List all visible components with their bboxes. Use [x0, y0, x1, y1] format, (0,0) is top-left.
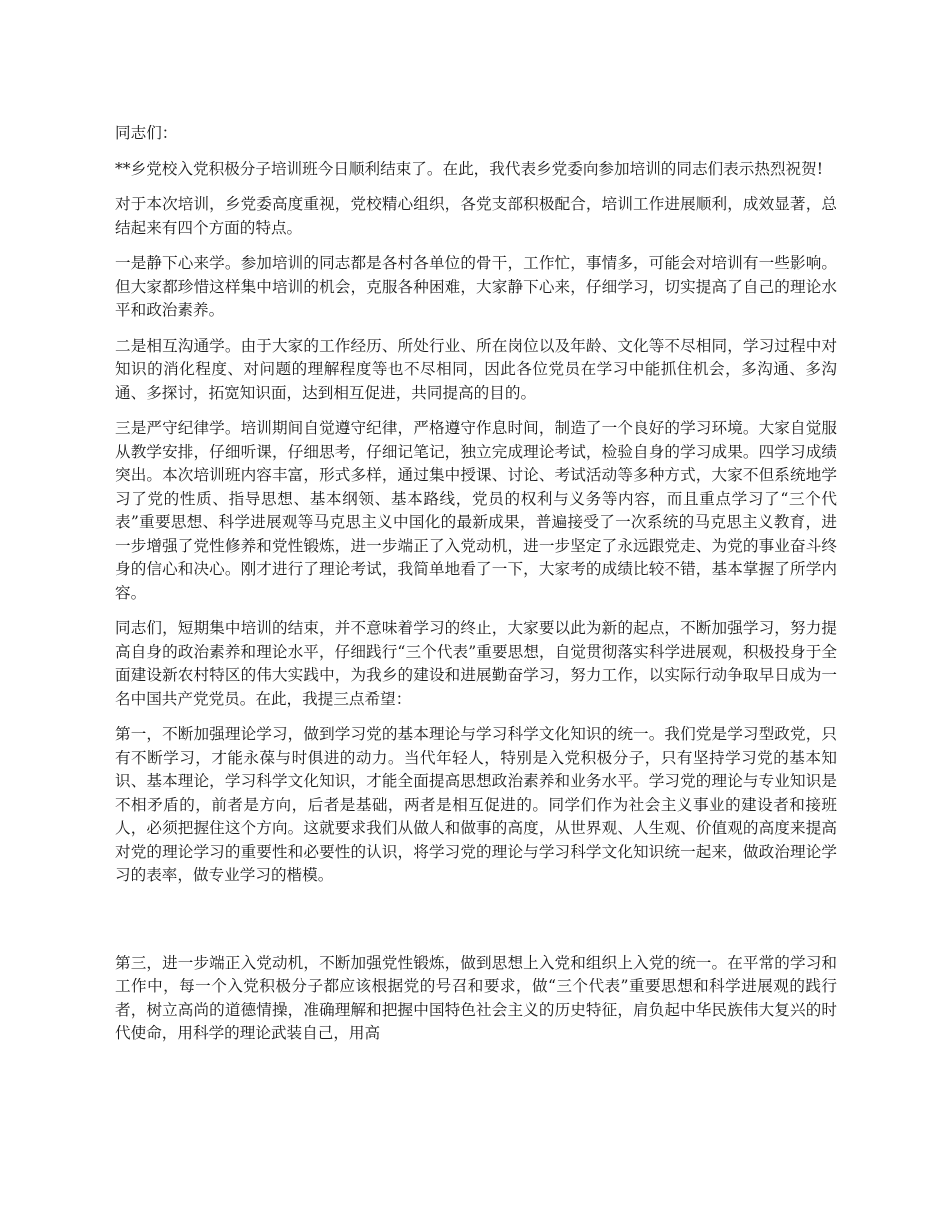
hope-third-paragraph: 第三，进一步端正入党动机，不断加强党性锻炼，做到思想上入党和组织上入党的统一。在平常的学习和工作中，每一个入党积极分子都应该根据党的号召和要求，做“三个代表”重要思想和科学进展观的践行者，树立高尚的道德情操，准确理解和把握中国特色社会主义的历史特征，肩负起中华民族伟大复兴的时代使命，用科学的理论武装自己，用高	[115, 953, 837, 1042]
document-body	[115, 122, 837, 1058]
overview-paragraph: 对于本次培训，乡党委高度重视，党校精心组织，各党支部积极配合，培训工作进展顺利，成效显著，总结起来有四个方面的特点。	[115, 195, 837, 237]
opening-paragraph: **乡党校入党积极分子培训班今日顺利结束了。在此，我代表乡党委向参加培训的同志们表示热烈祝贺!	[115, 159, 823, 178]
hope-first-paragraph: 第一，不断加强理论学习，做到学习党的基本理论与学习科学文化知识的统一。我们党是学习型政党，只有不断学习，才能永葆与时俱进的动力。当代年轻人，特别是入党积极分子，只有坚持学习党的基本知识、基本理论，学习科学文化知识，才能全面提高思想政治素养和业务水平。学习党的理论与专业知识是不相矛盾的，前者是方向，后者是基础，两者是相互促进的。同学们作为社会主义事业的建设者和接班人，必须把握住这个方向。这就要求我们从做人和做事的高度，从世界观、人生观、价值观的高度来提高对党的理论学习的重要性和必要性的认识，将学习党的理论与学习科学文化知识统一起来，做政治理论学习的表率，做专业学习的楷模。	[115, 725, 837, 884]
salutation: 同志们：	[115, 124, 178, 142]
point-two-paragraph: 二是相互沟通学。由于大家的工作经历、所处行业、所在岗位以及年龄、文化等不尽相同，学习过程中对知识的消化程度、对问题的理解程度等也不尽相同，因此各位党员在学习中能抓住机会，多沟通、多沟通、多探讨，拓宽知识面，达到相互促进，共同提高的目的。	[115, 336, 837, 402]
point-one-paragraph: 一是静下心来学。参加培训的同志都是各村各单位的骨干，工作忙，事情多，可能会对培训有一些影响。但大家都珍惜这样集中培训的机会，克服各种困难，大家静下心来，仔细学习，切实提高了自己的理论水平和政治素养。	[115, 254, 837, 319]
point-three-paragraph: 三是严守纪律学。培训期间自觉遵守纪律，严格遵守作息时间，制造了一个良好的学习环境。大家自觉服从教学安排，仔细听课，仔细思考，仔细记笔记，独立完成理论考试，检验自身的学习成果。四学习成绩突出。本次培训班内容丰富，形式多样，通过集中授课、讨论、考试活动等多种方式，大家不但系统地学习了党的性质、指导思想、基本纲领、基本路线，党员的权利与义务等内容，而且重点学习了“三个代表”重要思想、科学进展观等马克思主义中国化的最新成果，普遍接受了一次系统的马克思主义教育，进一步增强了党性修养和党性锻炼，进一步端正了入党动机，进一步坚定了永远跟党走、为党的事业奋斗终身的信心和决心。刚才进行了理论考试，我简单地看了一下，大家考的成绩比较不错，基本掌握了所学内容。	[115, 419, 837, 602]
hopes-intro-paragraph: 同志们，短期集中培训的结束，并不意味着学习的终止，大家要以此为新的起点，不断加强学习，努力提高自身的政治素养和理论水平，仔细践行“三个代表”重要思想，自觉贯彻落实科学进展观，积极投身于全面建设新农村特区的伟大实践中，为我乡的建设和进展勤奋学习，努力工作，以实际行动争取早日成为一名中国共产党党员。在此，我提三点希望：	[115, 619, 837, 708]
paragraph-gap	[115, 900, 837, 952]
